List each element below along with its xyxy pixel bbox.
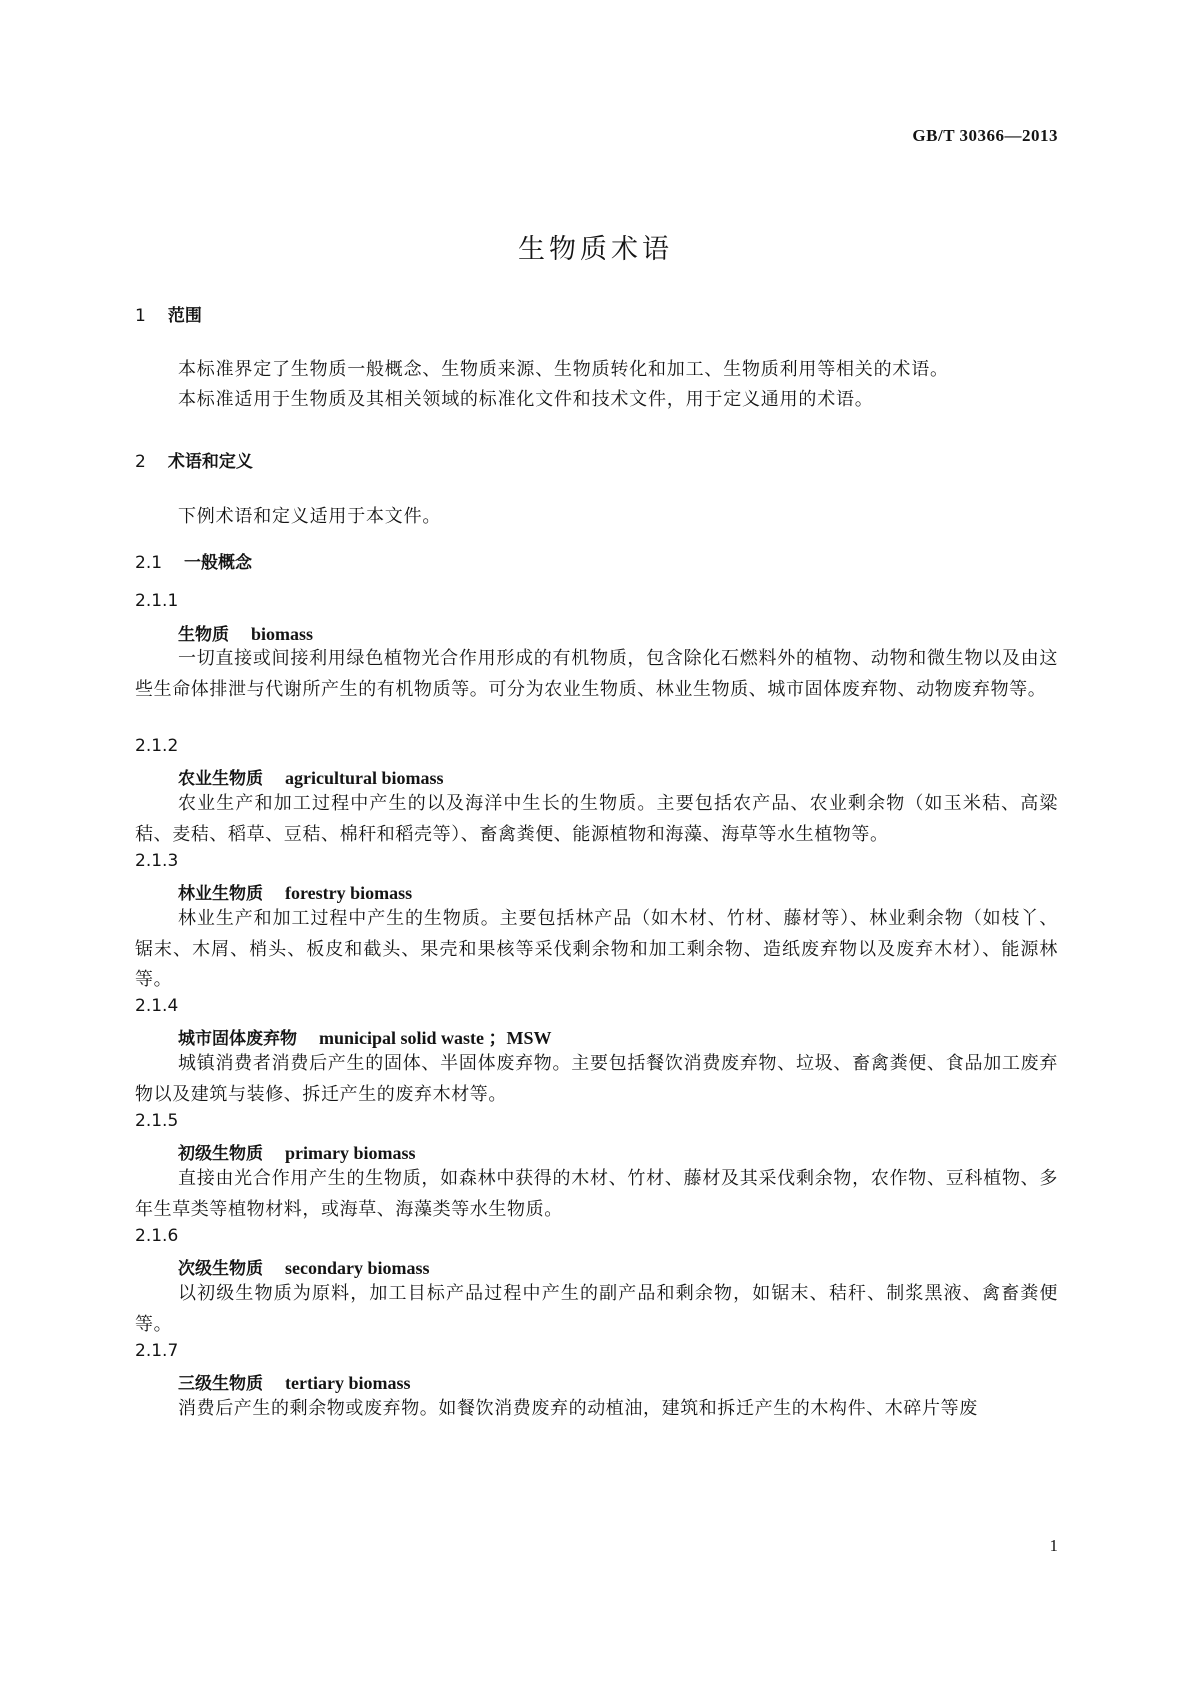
term-heading: [178, 1024, 552, 1050]
term-definition: 城镇消费者消费后产生的固体、半固体废弃物。主要包括餐饮消费废弃物、垃圾、畜禽粪便、食品加工废弃物以及建筑与装修、拆迁产生的废弃木材等。: [135, 1053, 1058, 1105]
term-en: primary biomass: [285, 1143, 416, 1163]
entry-number: 2.1.1: [135, 591, 179, 611]
standard-code: GB/T 30366—2013: [912, 126, 1058, 145]
section-2-title: 术语和定义: [167, 452, 253, 472]
term-definition: 以初级生物质为原料，加工目标产品过程中产生的副产品和剩余物，如锯末、秸秆、制浆黑液、禽畜粪便等。: [135, 1283, 1058, 1335]
term-heading: [178, 1254, 430, 1279]
entry-number: 2.1.5: [135, 1111, 179, 1131]
entry-number: 2.1.2: [135, 736, 179, 756]
subsection-2-1-number: 2.1: [135, 553, 163, 573]
entry-number: 2.1.4: [135, 996, 179, 1016]
entry-number: 2.1.7: [135, 1341, 179, 1361]
term-zh: 林业生物质: [178, 884, 263, 904]
term-definition: 林业生产和加工过程中产生的生物质。主要包括林产品（如木材、竹材、藤材等）、林业剩余物（如枝丫、锯末、木屑、梢头、板皮和截头、果壳和果核等采伐剩余物和加工剩余物、造纸废弃物以及废弃木材）、能源林等。: [135, 908, 1058, 990]
term-en: biomass: [251, 624, 314, 644]
term-heading: [178, 764, 444, 789]
subsection-2-1-heading: [135, 548, 252, 573]
term-en: secondary biomass: [285, 1258, 430, 1278]
section-1-heading: [135, 301, 202, 326]
section-1-paragraph-2: 本标准适用于生物质及其相关领域的标准化文件和技术文件，用于定义通用的术语。: [178, 389, 874, 410]
term-en: agricultural biomass: [285, 768, 444, 788]
entry-number: 2.1.6: [135, 1226, 179, 1246]
term-zh: 次级生物质: [178, 1259, 263, 1279]
term-zh: 生物质: [178, 625, 229, 645]
term-definition: 消费后产生的剩余物或废弃物。如餐饮消费废弃的动植油，建筑和拆迁产生的木构件、木碎片等废: [178, 1398, 978, 1419]
term-en: municipal solid waste ；MSW: [319, 1028, 552, 1048]
term-definition: 一切直接或间接利用绿色植物光合作用形成的有机物质，包含除化石燃料外的植物、动物和微生物以及由这些生命体排泄与代谢所产生的有机物质等。可分为农业生物质、林业生物质、城市固体废弃物、动物废弃物等。: [135, 648, 1058, 700]
page-number: 1: [1049, 1536, 1058, 1555]
term-zh: 初级生物质: [178, 1144, 263, 1164]
term-zh: 三级生物质: [178, 1374, 263, 1394]
term-heading: [178, 620, 313, 645]
term-heading: [178, 879, 412, 904]
term-heading: [178, 1369, 410, 1394]
subsection-2-1-title: 一般概念: [184, 553, 253, 573]
section-2-heading: [135, 447, 253, 472]
term-en: tertiary biomass: [285, 1373, 411, 1393]
entry-number: 2.1.3: [135, 851, 179, 871]
document-title: 生物质术语: [518, 234, 673, 265]
term-definition: 农业生产和加工过程中产生的以及海洋中生长的生物质。主要包括农产品、农业剩余物（如玉米秸、高粱秸、麦秸、稻草、豆秸、棉秆和稻壳等）、畜禽粪便、能源植物和海藻、海草等水生植物等。: [135, 793, 1058, 845]
section-1-paragraph-1: 本标准界定了生物质一般概念、生物质来源、生物质转化和加工、生物质利用等相关的术语。: [178, 359, 949, 380]
term-en: forestry biomass: [285, 883, 413, 903]
section-1-title: 范围: [167, 306, 202, 326]
term-zh: 农业生物质: [178, 769, 263, 789]
section-2-number: 2: [135, 452, 146, 472]
term-zh: 城市固体废弃物: [178, 1029, 297, 1049]
section-1-number: 1: [135, 306, 146, 326]
section-2-intro: 下例术语和定义适用于本文件。: [178, 506, 442, 527]
term-definition: 直接由光合作用产生的生物质，如森林中获得的木材、竹材、藤材及其采伐剩余物，农作物、豆科植物、多年生草类等植物材料，或海草、海藻类等水生物质。: [135, 1168, 1058, 1220]
term-heading: [178, 1139, 416, 1164]
